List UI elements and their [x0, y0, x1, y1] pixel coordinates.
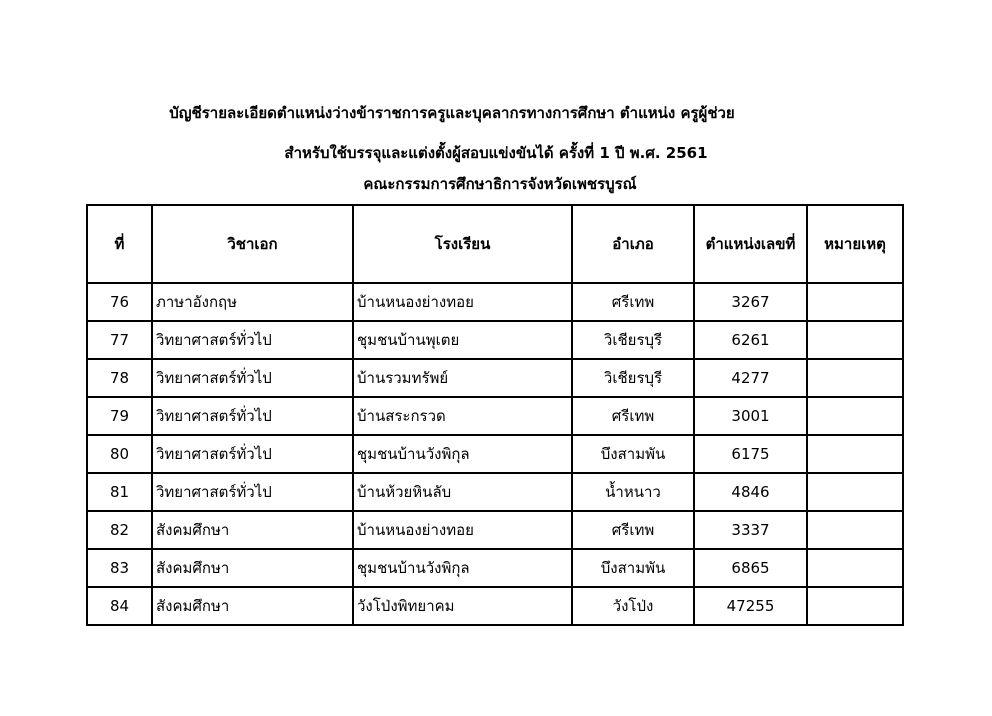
cell-remark	[807, 359, 903, 397]
cell-position-number: 6865	[694, 549, 807, 587]
cell-school: ชุมชนบ้านพุเตย	[353, 321, 572, 359]
cell-school: บ้านรวมทรัพย์	[353, 359, 572, 397]
cell-major: สังคมศึกษา	[152, 587, 353, 625]
cell-remark	[807, 397, 903, 435]
cell-position-number: 6175	[694, 435, 807, 473]
cell-school: วังโป่งพิทยาคม	[353, 587, 572, 625]
cell-remark	[807, 587, 903, 625]
table-row	[87, 359, 903, 397]
cell-school: บ้านหนองย่างทอย	[353, 511, 572, 549]
table-row	[87, 321, 903, 359]
cell-no: 84	[87, 587, 152, 625]
cell-district: บึงสามพัน	[572, 549, 694, 587]
cell-position-number: 4846	[694, 473, 807, 511]
cell-position-number: 47255	[694, 587, 807, 625]
cell-no: 81	[87, 473, 152, 511]
vacancy-table	[86, 204, 904, 626]
cell-no: 80	[87, 435, 152, 473]
document-issuer: คณะกรรมการศึกษาธิการจังหวัดเพชรบูรณ์	[363, 175, 637, 193]
header-major: วิชาเอก	[152, 205, 353, 283]
table-row	[87, 283, 903, 321]
cell-remark	[807, 435, 903, 473]
header-remark: หมายเหตุ	[807, 205, 903, 283]
cell-district: น้ำหนาว	[572, 473, 694, 511]
table-row	[87, 587, 903, 625]
header-no: ที่	[87, 205, 152, 283]
cell-school: บ้านหนองย่างทอย	[353, 283, 572, 321]
cell-no: 79	[87, 397, 152, 435]
cell-major: วิทยาศาสตร์ทั่วไป	[152, 359, 353, 397]
document-title: บัญชีรายละเอียดตำแหน่งว่างข้าราชการครูและบุคลากรทางการศึกษา ตำแหน่ง ครูผู้ช่วย	[169, 104, 735, 122]
cell-major: วิทยาศาสตร์ทั่วไป	[152, 473, 353, 511]
cell-major: วิทยาศาสตร์ทั่วไป	[152, 321, 353, 359]
cell-major: วิทยาศาสตร์ทั่วไป	[152, 435, 353, 473]
table-header-row	[87, 205, 903, 283]
table-row	[87, 435, 903, 473]
cell-no: 78	[87, 359, 152, 397]
cell-major: ภาษาอังกฤษ	[152, 283, 353, 321]
cell-district: วังโป่ง	[572, 587, 694, 625]
cell-remark	[807, 321, 903, 359]
cell-position-number: 4277	[694, 359, 807, 397]
cell-school: บ้านห้วยหินลับ	[353, 473, 572, 511]
cell-remark	[807, 511, 903, 549]
cell-no: 76	[87, 283, 152, 321]
cell-district: ศรีเทพ	[572, 511, 694, 549]
cell-major: สังคมศึกษา	[152, 549, 353, 587]
cell-school: บ้านสระกรวด	[353, 397, 572, 435]
cell-school: ชุมชนบ้านวังพิกุล	[353, 549, 572, 587]
header-district: อำเภอ	[572, 205, 694, 283]
document-subtitle: สำหรับใช้บรรจุและแต่งตั้งผู้สอบแข่งขันได้ ครั้งที่ 1 ปี พ.ศ. 2561	[284, 144, 708, 162]
cell-position-number: 3001	[694, 397, 807, 435]
cell-no: 77	[87, 321, 152, 359]
table-row	[87, 397, 903, 435]
header-position-number: ตำแหน่งเลขที่	[694, 205, 807, 283]
cell-major: สังคมศึกษา	[152, 511, 353, 549]
cell-school: ชุมชนบ้านวังพิกุล	[353, 435, 572, 473]
cell-remark	[807, 283, 903, 321]
cell-district: ศรีเทพ	[572, 397, 694, 435]
cell-district: วิเชียรบุรี	[572, 359, 694, 397]
cell-major: วิทยาศาสตร์ทั่วไป	[152, 397, 353, 435]
cell-district: บึงสามพัน	[572, 435, 694, 473]
table-row	[87, 473, 903, 511]
table-row	[87, 511, 903, 549]
cell-position-number: 3337	[694, 511, 807, 549]
cell-no: 82	[87, 511, 152, 549]
table-row	[87, 549, 903, 587]
header-school: โรงเรียน	[353, 205, 572, 283]
cell-position-number: 3267	[694, 283, 807, 321]
cell-district: ศรีเทพ	[572, 283, 694, 321]
cell-position-number: 6261	[694, 321, 807, 359]
cell-remark	[807, 473, 903, 511]
cell-remark	[807, 549, 903, 587]
cell-district: วิเชียรบุรี	[572, 321, 694, 359]
cell-no: 83	[87, 549, 152, 587]
